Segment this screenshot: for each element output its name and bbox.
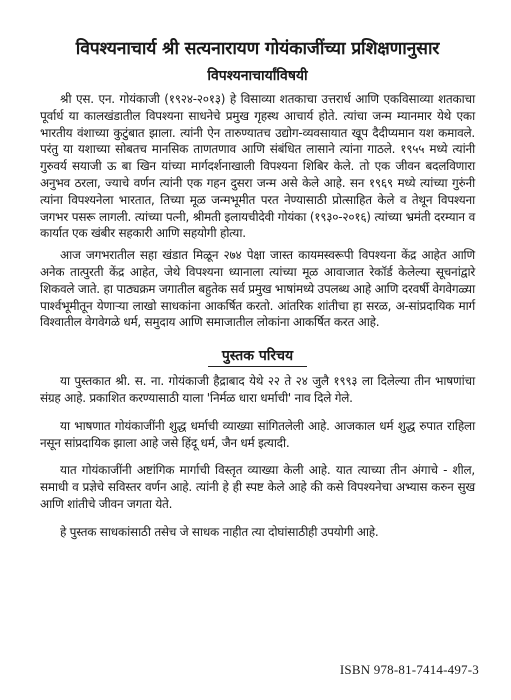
about-paragraph-1: श्री एस. एन. गोयंकाजी (१९२४-२०१३) हे विसाव्या शतकाचा उत्तरार्ध आणि एकविसाव्या शतकाचा पूर्वार्ध या कालखंडातील विपश्यना साधनेचे प्रमुख गृहस्थ आचार्य होते. त्यांचा जन्म म्यानमार येथे एका भारतीय वंशाच्या कुटुंबात झाला. त्यांनी ऐन तारुण्यातच उद्योग-व्यवसायात खूप दैदीप्यमान यश कमावले. परंतु या यशाच्या सोबतच मानसिक ताणतणाव आणि संबंधित लासाने त्यांना गाठले. १९५५ मध्ये त्यांनी गुरुवर्य सयाजी ऊ बा खिन यांच्या मार्गदर्शनाखाली विपश्यना शिबिर केले. तो एक जीवन बदलविणारा अनुभव ठरला, ज्याचे वर्णन त्यांनी एक गहन दुसरा जन्म असे केले आहे. सन १९६९ मध्ये त्यांच्या गुरुंनी त्यांना विपश्यनेला भारतात, तिच्या मूळ जन्मभूमीत परत नेण्यासाठी प्रोत्साहित केले व तेथून विपश्यना जगभर पसरू लागली. त्यांच्या पत्नी, श्रीमती इलायचीदेवी गोयंका (१९३०-२०१६) त्यांच्या भ्रमंती दरम्यान व कार्यात एक खंबीर सहकारी आणि सहयोगी होत्या. <box>40 92 475 241</box>
intro-paragraph-2: या भाषणात गोयंकाजींनी शुद्ध धर्माची व्याख्या सांगितलेली आहे. आजकाल धर्म शुद्ध रुपात राहिला नसून सांप्रदायिक झाला आहे जसे हिंदू धर्म, जैन धर्म इत्यादी. <box>40 418 475 450</box>
intro-paragraph-1: या पुस्तकात श्री. स. ना. गोयंकाजी हैद्राबाद येथे २२ ते २४ जुलै १९९३ ला दिलेल्या तीन भाषणांचा संग्रह आहे. प्रकाशित करण्यासाठी याला 'निर्मळ धारा धर्माची' नाव दिले गेले. <box>40 374 475 405</box>
intro-heading: पुस्तक परिचय <box>208 347 307 367</box>
intro-paragraph-4: हे पुस्तक साधकांसाठी तसेच जे साधक नाहीत त्या दोघांसाठीही उपयोगी आहे. <box>60 524 379 539</box>
isbn-number: ISBN 978-81-7414-497-3 <box>339 662 479 677</box>
about-heading: विपश्यनाचार्यांविषयी <box>207 68 308 84</box>
page-title: विपश्यनाचार्य श्री सत्यनारायण गोयंकाजींच्या प्रशिक्षणानुसार <box>75 39 440 59</box>
intro-section <box>40 347 475 540</box>
about-paragraph-2: आज जगभरातील सहा खंडात मिळून २७४ पेक्षा जास्त कायमस्वरूपी विपश्यना केंद्र आहेत आणि अनेक तात्पुरती केंद्र आहेत, जेथे विपश्यना ध्यानाला त्यांच्या मूळ आवाजात रेकॉर्ड केलेल्या सूचनांद्वारे शिकवले जाते. हा पाठ्यक्रम जगातील बहुतेक सर्व प्रमुख भाषांमध्ये उपलब्ध आहे आणि दरवर्षी वेगवेगळ्या पार्श्वभूमीतून येणाऱ्या लाखो साधकांना आकर्षित करतो. आंतरिक शांतीचा हा सरळ, अ-सांप्रदायिक मार्ग विश्वातील वेगवेगळे धर्म, समुदाय आणि समाजातील लोकांना आकर्षित करत आहे. <box>40 248 475 330</box>
intro-paragraph-3: यात गोयंकाजींनी अष्टांगिक मार्गाची विस्तृत व्याख्या केली आहे. यात त्याच्या तीन अंगाचे - शील, समाधी व प्रज्ञेचे सविस्तर वर्णन आहे. त्यांनी हे ही स्पष्ट केले आहे की कसे विपश्यनेचा अभ्यास करुन सुख आणि शांतीचे जीवन जगता येते. <box>40 463 475 511</box>
about-section <box>40 67 475 331</box>
